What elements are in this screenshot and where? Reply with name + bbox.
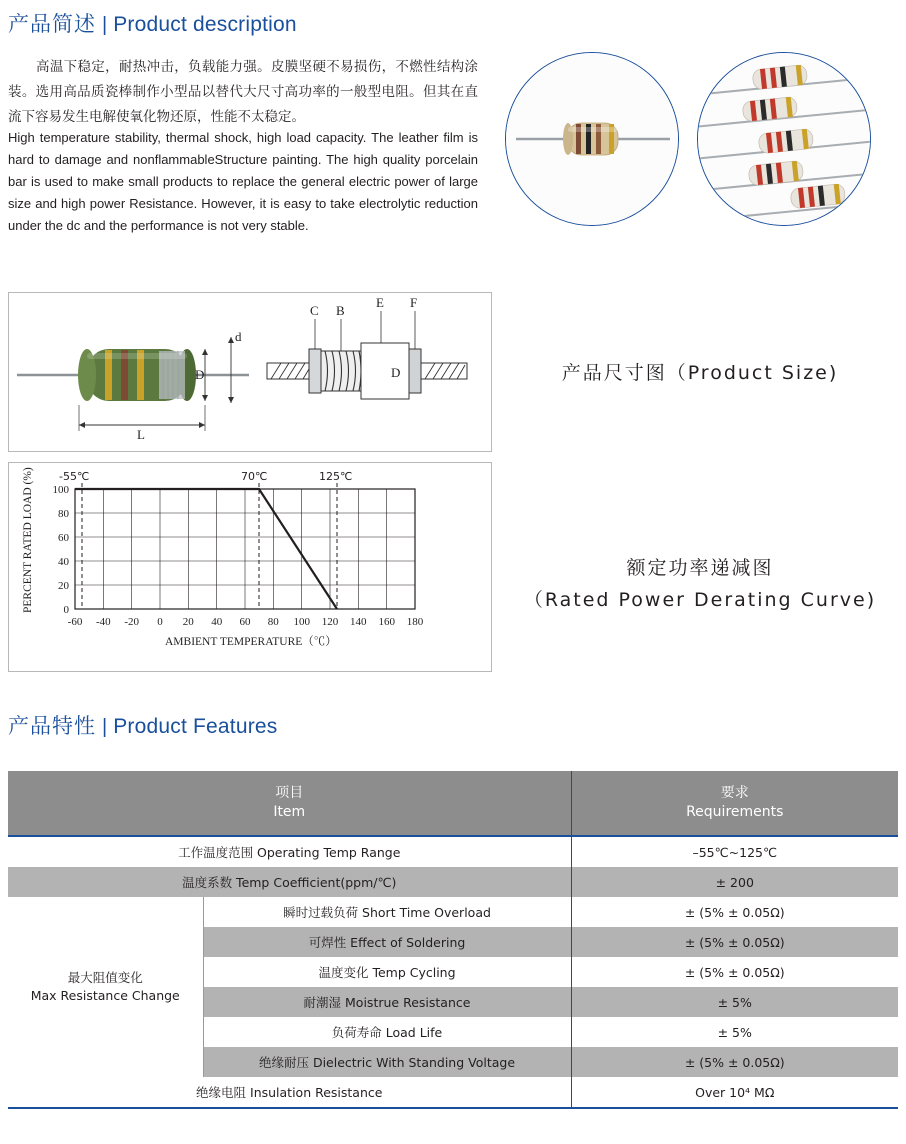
table-cell-value: ± (5% ± 0.05Ω) xyxy=(571,897,898,927)
svg-text:d: d xyxy=(235,329,242,344)
product-photo-resistor-group xyxy=(697,52,871,226)
svg-text:80: 80 xyxy=(267,616,279,628)
svg-text:F: F xyxy=(410,295,418,310)
svg-text:140: 140 xyxy=(350,616,367,628)
table-cell-value: Over 10⁴ MΩ xyxy=(571,1077,898,1107)
description-paragraph-cn: 高温下稳定，耐热冲击，负载能力强。皮膜坚硬不易损伤，不燃性结构涂装。选用高品质瓷棒制作小型品以替代大尺寸高功率的一般型电阻。但其在直流下容易发生电解使氧化物还原，性能不太稳定。 xyxy=(8,59,478,125)
svg-text:100: 100 xyxy=(293,616,310,628)
svg-text:120: 120 xyxy=(321,616,339,628)
table-cell-value: ± (5% ± 0.05Ω) xyxy=(571,927,898,957)
svg-text:E: E xyxy=(376,295,384,310)
figure-label-derating-en: （Rated Power Derating Curve) xyxy=(523,589,877,611)
table-bottom-border xyxy=(8,1107,898,1108)
table-cell-item: 耐潮湿 Moistrue Resistance xyxy=(203,987,571,1017)
svg-text:40: 40 xyxy=(211,616,223,628)
svg-text:70℃: 70℃ xyxy=(241,470,268,483)
figure-product-dimensions xyxy=(8,292,492,452)
table-header-item-cn: 项目 xyxy=(275,785,304,801)
svg-text:D: D xyxy=(195,367,205,382)
svg-text:0: 0 xyxy=(157,616,163,628)
section-heading-description xyxy=(8,8,297,38)
section-heading-divider: | xyxy=(102,14,108,36)
table-cell-item: 工作温度范围 Operating Temp Range xyxy=(8,836,571,867)
svg-text:D: D xyxy=(391,365,401,380)
product-features-table xyxy=(8,771,898,1109)
section-heading-features-cn: 产品特性 xyxy=(8,714,96,738)
table-header-row xyxy=(8,771,898,836)
table-cell-item: 绝缘电阻 Insulation Resistance xyxy=(8,1077,571,1107)
svg-text:AMBIENT TEMPERATURE（℃）: AMBIENT TEMPERATURE（℃） xyxy=(165,636,337,648)
svg-text:40: 40 xyxy=(58,556,69,568)
table-cell-value: –55℃~125℃ xyxy=(571,836,898,867)
table-row xyxy=(8,836,898,867)
table-cell-item: 可焊性 Effect of Soldering xyxy=(203,927,571,957)
svg-text:L: L xyxy=(137,427,145,442)
svg-text:60: 60 xyxy=(58,532,69,544)
table-header-item-en: Item xyxy=(273,804,306,820)
svg-text:PERCENT RATED LOAD (%): PERCENT RATED LOAD (%) xyxy=(22,467,34,613)
svg-text:B: B xyxy=(336,303,345,318)
table-cell-item: 温度变化 Temp Cycling xyxy=(203,957,571,987)
table-row xyxy=(8,867,898,897)
svg-text:-20: -20 xyxy=(124,616,140,628)
table-cell-item: 温度系数 Temp Coefficient(ppm/℃) xyxy=(8,867,571,897)
table-row xyxy=(8,1077,898,1107)
section-heading-description-cn: 产品简述 xyxy=(8,12,96,36)
table-group-label xyxy=(8,897,203,1077)
table-group-label-en: Max Resistance Change xyxy=(30,988,180,1003)
svg-text:100: 100 xyxy=(52,484,69,496)
svg-text:125℃: 125℃ xyxy=(319,470,353,483)
section-heading-divider-2: | xyxy=(102,716,108,738)
description-paragraph-en: High temperature stability, thermal shock, high load capacity. The leather film is hard to damage and nonflammableStructure painting. The high quality porcelain bar is used to make small products to replace the general electric power of large size and high power Resistance. However, it is easy to take electrolytic reduction under the dc and the performance is not very stable. xyxy=(8,130,478,233)
table-header-item xyxy=(8,771,571,836)
svg-text:20: 20 xyxy=(182,616,194,628)
table-header-requirements xyxy=(571,771,898,836)
table-cell-value: ± 5% xyxy=(571,1017,898,1047)
svg-text:80: 80 xyxy=(58,508,69,520)
svg-text:-40: -40 xyxy=(95,616,111,628)
table-cell-item: 负荷寿命 Load Life xyxy=(203,1017,571,1047)
table-cell-value: ± 200 xyxy=(571,867,898,897)
figure-derating-curve xyxy=(8,462,492,672)
section-heading-description-en: Product description xyxy=(113,13,297,36)
table-group-label-cn: 最大阻值变化 xyxy=(67,970,143,985)
table-cell-value: ± (5% ± 0.05Ω) xyxy=(571,957,898,987)
table-cell-value: ± 5% xyxy=(571,987,898,1017)
figure-label-derating xyxy=(505,552,895,616)
svg-text:20: 20 xyxy=(58,580,69,592)
figure-label-derating-cn: 额定功率递减图 xyxy=(626,557,774,579)
svg-text:-55℃: -55℃ xyxy=(59,470,90,483)
table-header-req-cn: 要求 xyxy=(720,785,749,801)
section-heading-features-en: Product Features xyxy=(113,715,278,738)
svg-text:160: 160 xyxy=(378,616,395,628)
table-cell-value: ± (5% ± 0.05Ω) xyxy=(571,1047,898,1077)
table-row xyxy=(8,897,898,927)
table-cell-item: 绝缘耐压 Dielectric With Standing Voltage xyxy=(203,1047,571,1077)
table-cell-item: 瞬时过载负荷 Short Time Overload xyxy=(203,897,571,927)
svg-text:180: 180 xyxy=(406,616,424,628)
figure-label-product-size: 产品尺寸图（Product Size) xyxy=(561,362,839,384)
svg-text:60: 60 xyxy=(239,616,251,628)
product-photos xyxy=(505,42,905,232)
svg-text:0: 0 xyxy=(63,604,69,616)
table-header-req-en: Requirements xyxy=(686,804,784,820)
svg-text:-60: -60 xyxy=(67,616,83,628)
section-heading-features xyxy=(8,710,277,740)
svg-text:C: C xyxy=(310,303,319,318)
product-photo-single-resistor xyxy=(505,52,679,226)
